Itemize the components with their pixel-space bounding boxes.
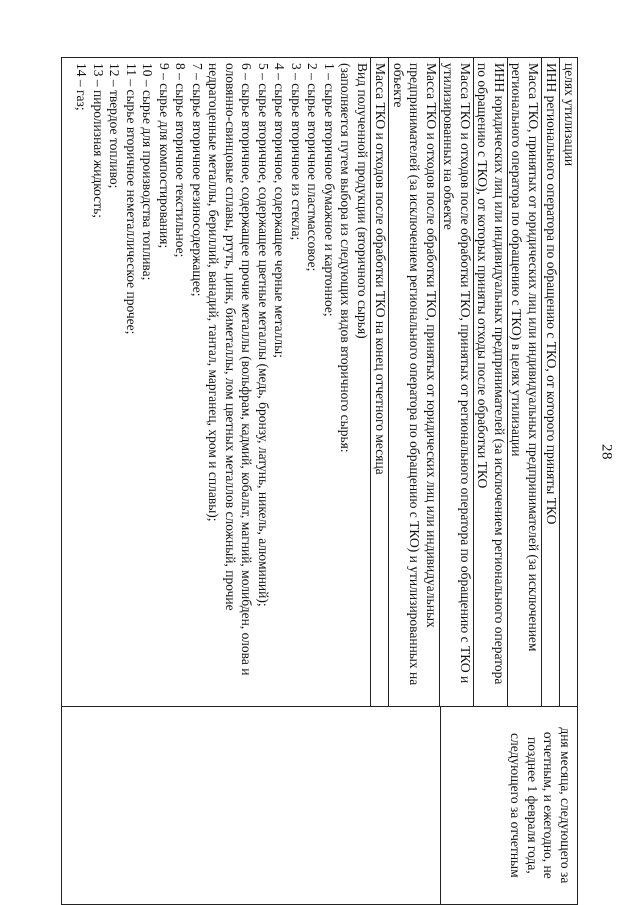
table-deadline-column xyxy=(62,706,577,905)
product-item: 4 – сырье вторичное, содержащее черные металлы; xyxy=(272,63,288,358)
product-item: 11 – сырье вторичное неметаллическое прочее; xyxy=(124,63,139,335)
table-row-mass-after-regional: Масса ТКО и отходов после обработки ТКО, принятых от регионального оператора по обращению с ТКО и утилизированных на объекте xyxy=(439,58,473,706)
table-indicators-column xyxy=(62,57,577,706)
table-row-mass-end-month: Масса ТКО и отходов после обработки ТКО на конец отчетного месяца xyxy=(370,58,388,706)
deadline-empty-cell xyxy=(62,707,441,904)
table-row-product-types xyxy=(62,58,370,706)
table-row-inn-legal-entities: ИНН юридических лиц или индивидуальных предпринимателей (за исключением регионального оператора по обращению с ТКО), от которых приняты отходы после обработки ТКО xyxy=(473,58,507,706)
product-item: 3 – сырье вторичное из стекла; xyxy=(289,63,304,241)
report-table xyxy=(61,57,578,905)
product-item: 2 – сырье вторичное пластмассовое; xyxy=(305,63,321,272)
product-item: 13 – пиролизная жидкость; xyxy=(91,63,106,219)
product-item: 8 – сырье вторичное текстильное; xyxy=(173,63,189,258)
product-item: 10 – сырье для производства топлива; xyxy=(140,63,156,281)
page-number: 28 xyxy=(598,444,615,460)
products-instruction: (заполняется путем выбора из следующих видов вторичного сырья: xyxy=(338,63,354,453)
product-item: 14 – газ; xyxy=(74,63,90,111)
table-row-inn-regional-operator: ИНН регионального оператора по обращению с ТКО, от которого приняты ТКО xyxy=(541,58,559,706)
table-row-mass-tko-accepted: Масса ТКО, принятых от юридических лиц или индивидуальных предпринимателей (за исключением регионального оператора по обращению с ТКО) в целях утилизации xyxy=(507,58,541,706)
table-row-utilization: целях утилизации xyxy=(559,58,577,706)
deadline-text: дня месяца, следующего за отчетным, и ежегодно, не позднее 1 февраля года, следующего за отчетным xyxy=(508,727,573,884)
product-item: 12 – твердое топливо; xyxy=(107,63,123,189)
product-item: 5 – сырье вторичное, содержащее цветные металлы (медь, бронзу, латунь, никель, алюминий); xyxy=(256,63,271,607)
table-row-mass-after-legal: Масса ТКО и отходов после обработки ТКО, принятых от юридических лиц или индивидуальных предпринимателей (за исключением регионального оператора по обращению с ТКО) и утилизированных на объекте xyxy=(388,58,439,706)
product-item: 7 – сырье вторичное резиносодержащее; xyxy=(190,63,205,297)
product-item: 6 – сырье вторичное, содержащее прочие металлы (вольфрам, кадмий, кобальт, магний, молибден, олова и оловянно-свинцовые сплавы, ртуть, цинк, биметаллы, лом цветных металлов сложный, прочие недрагоценные металлы, бериллий, ванадий, тантал, марганец, хром и сплавы); xyxy=(206,63,255,676)
product-item: 9 – сырье для компостирования; xyxy=(157,63,172,249)
product-item: 1 – сырье вторичное бумажное и картонное; xyxy=(322,63,337,317)
products-heading: Вид полученной продукции (вторичного сырья) xyxy=(355,63,370,339)
